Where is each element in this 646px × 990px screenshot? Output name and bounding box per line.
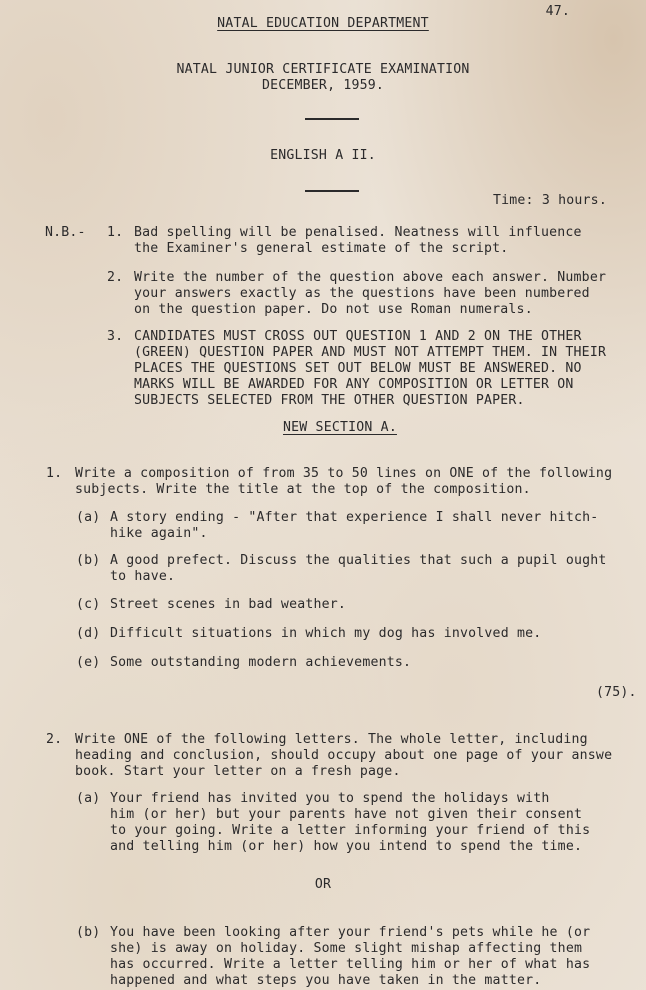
question-number: 1. <box>46 466 63 481</box>
option-line: she) is away on holiday. Some slight mishap affecting them <box>110 941 583 956</box>
option-line: him (or her) but your parents have not given their consent <box>110 807 583 822</box>
nb-item-number: 2. <box>107 270 124 285</box>
option-line: hike again". <box>110 526 208 541</box>
option-label: (a) <box>76 791 101 806</box>
page-number: 47. <box>545 4 570 19</box>
question-line: book. Start your letter on a fresh page. <box>75 764 401 779</box>
option-line: and telling him (or her) how you intend to spend the time. <box>110 839 583 854</box>
option-label: (c) <box>76 597 101 612</box>
nb-item-line: (GREEN) QUESTION PAPER AND MUST NOT ATTEMPT THEM. IN THEIR <box>134 345 607 360</box>
option-line: Difficult situations in which my dog has involved me. <box>110 626 542 641</box>
option-line: You have been looking after your friend's pets while he (or <box>110 925 591 940</box>
question-marks: (75). <box>596 685 637 700</box>
nb-item-line: PLACES THE QUESTIONS SET OUT BELOW MUST BE ANSWERED. NO <box>134 361 582 376</box>
question-line: Write ONE of the following letters. The whole letter, including <box>75 732 588 747</box>
nb-item-line: your answers exactly as the questions have been numbered <box>134 286 590 301</box>
option-line: A story ending - "After that experience I shall never hitch- <box>110 510 599 525</box>
option-line: Your friend has invited you to spend the holidays with <box>110 791 550 806</box>
option-label: (a) <box>76 510 101 525</box>
question-line: heading and conclusion, should occupy about one page of your answe <box>75 748 613 763</box>
option-label: (b) <box>76 553 101 568</box>
question-line: Write a composition of from 35 to 50 lines on ONE of the following <box>75 466 613 481</box>
nb-item-number: 1. <box>107 225 124 240</box>
question-line: subjects. Write the title at the top of the composition. <box>75 482 531 497</box>
nb-item-line: the Examiner's general estimate of the script. <box>134 241 509 256</box>
nb-label: N.B.- <box>45 225 86 240</box>
nb-item-line: SUBJECTS SELECTED FROM THE OTHER QUESTION PAPER. <box>134 393 525 408</box>
department-title: NATAL EDUCATION DEPARTMENT <box>217 16 429 31</box>
nb-item-number: 3. <box>107 329 124 344</box>
nb-item-line: MARKS WILL BE AWARDED FOR ANY COMPOSITION OR LETTER ON <box>134 377 574 392</box>
option-label: (d) <box>76 626 101 641</box>
option-line: A good prefect. Discuss the qualities that such a pupil ought <box>110 553 607 568</box>
nb-item-line: CANDIDATES MUST CROSS OUT QUESTION 1 AND 2 ON THE OTHER <box>134 329 582 344</box>
nb-item-line: Write the number of the question above each answer. Number <box>134 270 607 285</box>
option-line: Some outstanding modern achievements. <box>110 655 412 670</box>
divider-rule <box>305 190 359 192</box>
question-number: 2. <box>46 732 63 747</box>
option-line: has occurred. Write a letter telling him or her of what has <box>110 957 591 972</box>
exam-date: DECEMBER, 1959. <box>261 78 385 93</box>
nb-item-line: Bad spelling will be penalised. Neatness will influence <box>134 225 582 240</box>
option-line: to your going. Write a letter informing your friend of this <box>110 823 591 838</box>
subject-title: ENGLISH A II. <box>270 148 376 163</box>
divider-rule <box>305 118 359 120</box>
option-label: (e) <box>76 655 101 670</box>
option-label: (b) <box>76 925 101 940</box>
or-separator: OR <box>314 877 332 892</box>
exam-title: NATAL JUNIOR CERTIFICATE EXAMINATION <box>176 62 470 77</box>
option-line: Street scenes in bad weather. <box>110 597 347 612</box>
option-line: happened and what steps you have taken in the matter. <box>110 973 542 988</box>
time-allowed: Time: 3 hours. <box>493 193 607 208</box>
section-heading: NEW SECTION A. <box>283 420 397 435</box>
option-line: to have. <box>110 569 176 584</box>
nb-item-line: on the question paper. Do not use Roman numerals. <box>134 302 533 317</box>
